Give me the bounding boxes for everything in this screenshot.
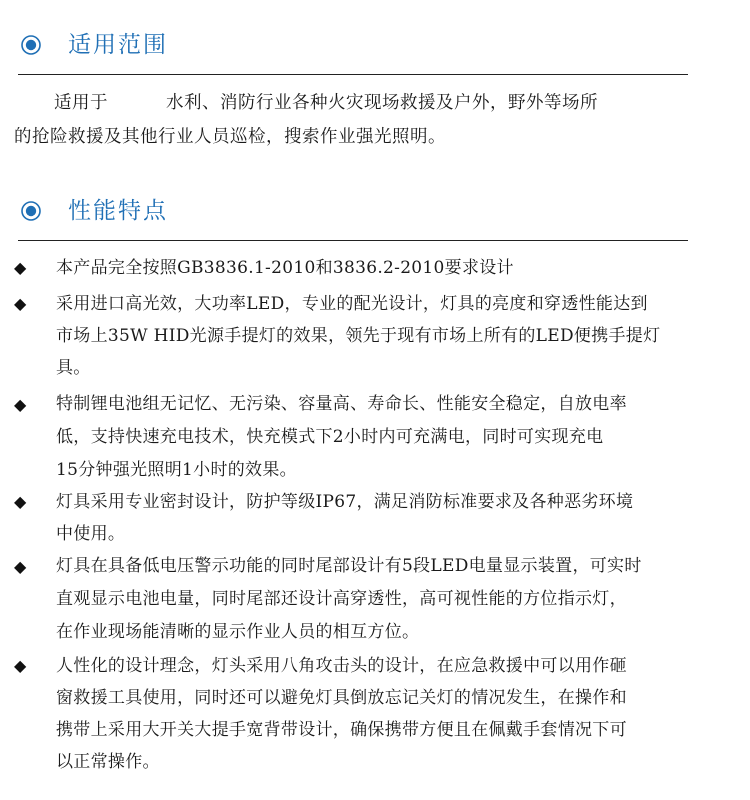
feature-line: 灯具在具备低电压警示功能的同时尾部设计有5段LED电量显示装置，可实时 bbox=[56, 556, 642, 576]
scope-line-1-body: 水利、消防行业各种火灾现场救援及户外，野外等场所 bbox=[166, 93, 598, 113]
feature-line: 本产品完全按照GB3836.1-2010和3836.2-2010要求设计 bbox=[56, 258, 514, 278]
feature-text bbox=[56, 486, 738, 550]
feature-line: 中使用。 bbox=[56, 524, 126, 544]
feature-line: 窗救援工具使用，同时还可以避免灯具倒放忘记关灯的情况发生，在操作和 bbox=[56, 688, 627, 708]
scope-line-1 bbox=[14, 86, 714, 120]
feature-line: 低，支持快速充电技术，快充模式下2小时内可充满电，同时可实现充电 bbox=[56, 427, 604, 447]
scope-paragraph bbox=[14, 86, 714, 154]
feature-text bbox=[56, 388, 738, 487]
feature-line: 携带上采用大开关大提手宽背带设计，确保携带方便且在佩戴手套情况下可 bbox=[56, 720, 627, 740]
section-header-scope bbox=[18, 28, 688, 75]
feature-text bbox=[56, 253, 738, 283]
feature-line: 具。 bbox=[56, 358, 91, 378]
diamond-bullet-icon: ◆ bbox=[14, 492, 27, 511]
radio-dot-icon bbox=[20, 200, 42, 222]
scope-line-2: 的抢险救援及其他行业人员巡检，搜索作业强光照明。 bbox=[14, 127, 446, 147]
feature-text bbox=[56, 550, 738, 649]
diamond-bullet-icon: ◆ bbox=[14, 294, 27, 313]
diamond-bullet-icon: ◆ bbox=[14, 395, 27, 414]
feature-line: 15分钟强光照明1小时的效果。 bbox=[56, 460, 297, 480]
feature-text bbox=[56, 288, 738, 384]
feature-line: 人性化的设计理念，灯头采用八角攻击头的设计，在应急救援中可以用作砸 bbox=[56, 656, 627, 676]
section-title-features: 性能特点 bbox=[68, 198, 168, 224]
diamond-bullet-icon: ◆ bbox=[14, 656, 27, 675]
feature-text bbox=[56, 650, 738, 778]
diamond-bullet-icon: ◆ bbox=[14, 557, 27, 576]
diamond-bullet-icon: ◆ bbox=[14, 258, 27, 277]
feature-line: 直观显示电池电量，同时尾部还设计高穿透性，高可视性能的方位指示灯， bbox=[56, 589, 627, 609]
feature-line: 以正常操作。 bbox=[56, 752, 160, 772]
feature-line: 采用进口高光效，大功率LED，专业的配光设计，灯具的亮度和穿透性能达到 bbox=[56, 294, 648, 314]
scope-line-1-lead: 适用于 bbox=[54, 93, 108, 113]
radio-dot-icon bbox=[20, 34, 42, 56]
feature-line: 灯具采用专业密封设计，防护等级IP67，满足消防标准要求及各种恶劣环境 bbox=[56, 492, 634, 512]
feature-line: 市场上35W HID光源手提灯的效果，领先于现有市场上所有的LED便携手提灯 bbox=[56, 326, 661, 346]
feature-line: 在作业现场能清晰的显示作业人员的相互方位。 bbox=[56, 622, 420, 642]
feature-line: 特制锂电池组无记忆、无污染、容量高、寿命长、性能安全稳定，自放电率 bbox=[56, 394, 627, 414]
section-title-scope: 适用范围 bbox=[68, 32, 168, 58]
section-header-features bbox=[18, 194, 688, 241]
